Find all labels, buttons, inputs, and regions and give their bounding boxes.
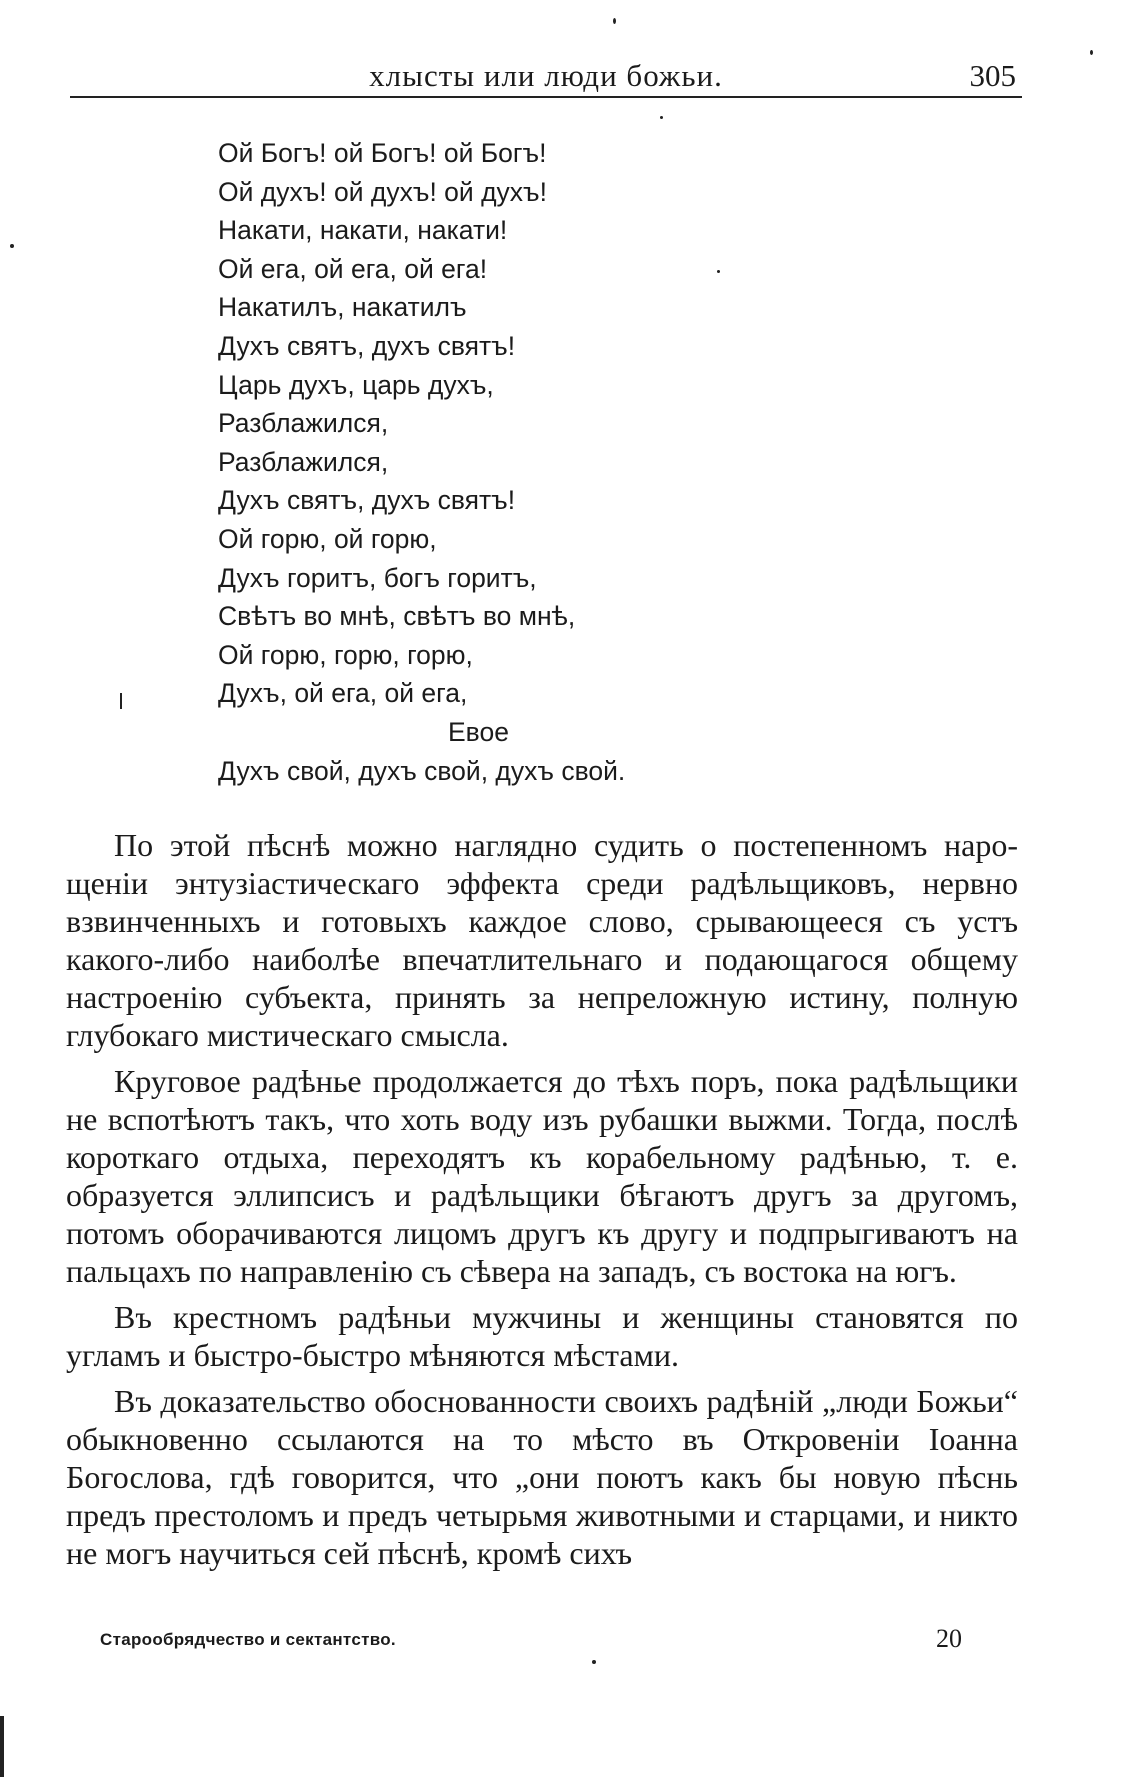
page-number: 305 (969, 58, 1016, 93)
poem-line: Ой горю, ой горю, (218, 523, 437, 554)
poem-line: Свѣтъ во мнѣ, свѣтъ во мнѣ, (218, 601, 576, 632)
poem-line: Ой горю, горю, горю, (218, 639, 473, 670)
poem-line: Духъ свой, духъ свой, духъ свой. (218, 755, 626, 786)
paragraph: Круговое радѣнье продолжается до тѣхъ поръ, пока радѣльщики не вспотѣютъ такъ, что хоть воду изъ рубашки выжми. Тогда, послѣ короткаго отдыха, переходятъ къ корабельному радѣнью, т. е. образуется эллипсисъ и радѣльщики бѣгаютъ другъ за другомъ, потомъ оборачиваются лицомъ другъ къ другу и подпрыгиваютъ на пальцахъ по направленiю съ сѣвера на западъ, съ востока на югъ. (66, 1063, 1018, 1289)
scan-speck (660, 116, 663, 119)
running-head (70, 52, 1022, 98)
poem-line: Духъ, ой ега, ой ега, (218, 678, 468, 709)
paragraph: Въ доказательство обоснованности своихъ радѣнiй „люди Божьи“ обыкновенно ссылаются на то мѣсто въ Откровенiи Iоанна Богослова, гдѣ говорится, что „они поютъ какъ бы новую пѣснь предъ престоломъ и предъ четырьмя животными и старцами, и никто не могъ научиться сей пѣснѣ, кромѣ сихъ (66, 1383, 1018, 1571)
paragraph: По этой пѣснѣ можно наглядно судить о постепенномъ нарощенiи энтузiастическаго эффекта среди радѣльщиковъ, нервно взвинченныхъ и готовыхъ каждое слово, срывающееся съ устъ какого-либо наиболѣе впечатлительнаго и подающагося общему настроенiю субъекта, принять за непреложную истину, полную глубокаго мистическаго смысла. (66, 827, 1018, 1053)
sheet-number: 20 (936, 1624, 962, 1653)
scan-speck (10, 244, 14, 248)
poem-line: Духъ святъ, духъ святъ! (218, 330, 516, 361)
body-text (66, 826, 1018, 1572)
poem-line: Ой духъ! ой духъ! ой духъ! (218, 176, 547, 207)
chant-poem (218, 134, 778, 790)
poem-line: Евое (448, 716, 509, 747)
margin-mark (120, 693, 122, 709)
poem-line: Духъ святъ, духъ святъ! (218, 485, 516, 516)
scan-speck (613, 18, 616, 24)
poem-line: Духъ горитъ, богъ горитъ, (218, 562, 537, 593)
poem-line: Накатилъ, накатилъ (218, 292, 467, 323)
paragraph: Въ крестномъ радѣньи мужчины и женщины становятся по угламъ и быстро-быстро мѣняются мѣстами. (66, 1299, 1018, 1373)
poem-line: Ой Богъ! ой Богъ! ой Богъ! (218, 138, 547, 168)
running-title: хлысты или люди божьи. (369, 58, 723, 93)
margin-mark (0, 1716, 4, 1777)
scan-speck (592, 1660, 596, 1664)
poem-line: Накати, накати, накати! (218, 215, 508, 246)
poem-line: Ой ега, ой ега, ой ега! (218, 253, 488, 284)
poem-line: Царь духъ, царь духъ, (218, 369, 494, 400)
poem-line: Разблажился, (218, 408, 389, 439)
poem-line: Разблажился, (218, 446, 389, 477)
scan-speck (717, 270, 720, 273)
scan-speck (1090, 50, 1093, 55)
signature-title: Старообрядчество и сектантство. (100, 1630, 396, 1649)
